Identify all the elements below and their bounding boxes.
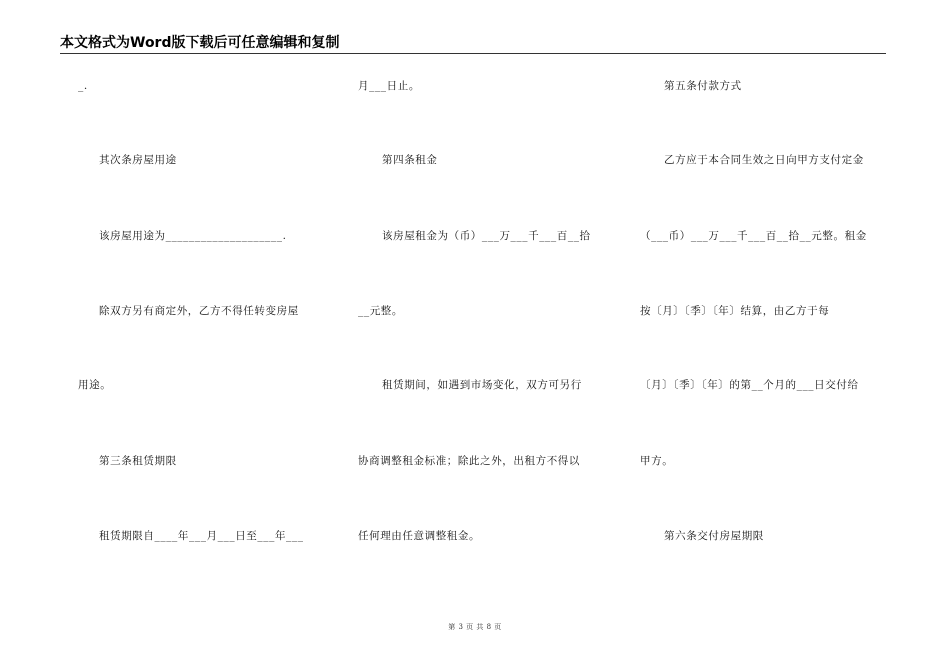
text-line: 甲方。 xyxy=(640,455,674,467)
text-line: 第五条付款方式 xyxy=(664,80,742,92)
header-title: 本文格式为Word版下载后可任意编辑和复制 xyxy=(60,35,340,51)
text-line: 租赁期间，如遇到市场变化，双方可另行 xyxy=(382,379,582,391)
text-line: 〔月〕〔季〕〔年〕的第__个月的___日交付给 xyxy=(640,379,859,391)
text-line: 乙方应于本合同生效之日向甲方支付定金 xyxy=(664,154,864,166)
text-line: （___币）___万___千___百__拾__元整。租金 xyxy=(640,230,867,242)
text-line: 该房屋用途为____________________. xyxy=(99,230,287,242)
text-line: 用途。 xyxy=(78,379,112,391)
text-line: 按〔月〕〔季〕〔年〕结算，由乙方于每 xyxy=(640,305,830,317)
text-line: 协商调整租金标准；除此之外，出租方不得以 xyxy=(358,455,580,467)
text-line: 租赁期限自____年___月___日至___年___ xyxy=(99,530,304,542)
text-line: 任何理由任意调整租金。 xyxy=(358,530,481,542)
text-line: __元整。 xyxy=(358,305,403,317)
text-line: 第三条租赁期限 xyxy=(99,455,177,467)
page-number: 第 3 页 共 8 页 xyxy=(448,623,502,631)
text-line: 除双方另有商定外，乙方不得任转变房屋 xyxy=(99,305,299,317)
text-line: 第四条租金 xyxy=(382,154,438,166)
text-line: 该房屋租金为（币）___万___千___百__拾 xyxy=(382,230,591,242)
text-line: 其次条房屋用途 xyxy=(99,154,177,166)
text-line: 月___日止。 xyxy=(358,80,420,92)
text-line: _. xyxy=(78,80,88,92)
page-header xyxy=(60,34,886,54)
text-line: 第六条交付房屋期限 xyxy=(664,530,764,542)
